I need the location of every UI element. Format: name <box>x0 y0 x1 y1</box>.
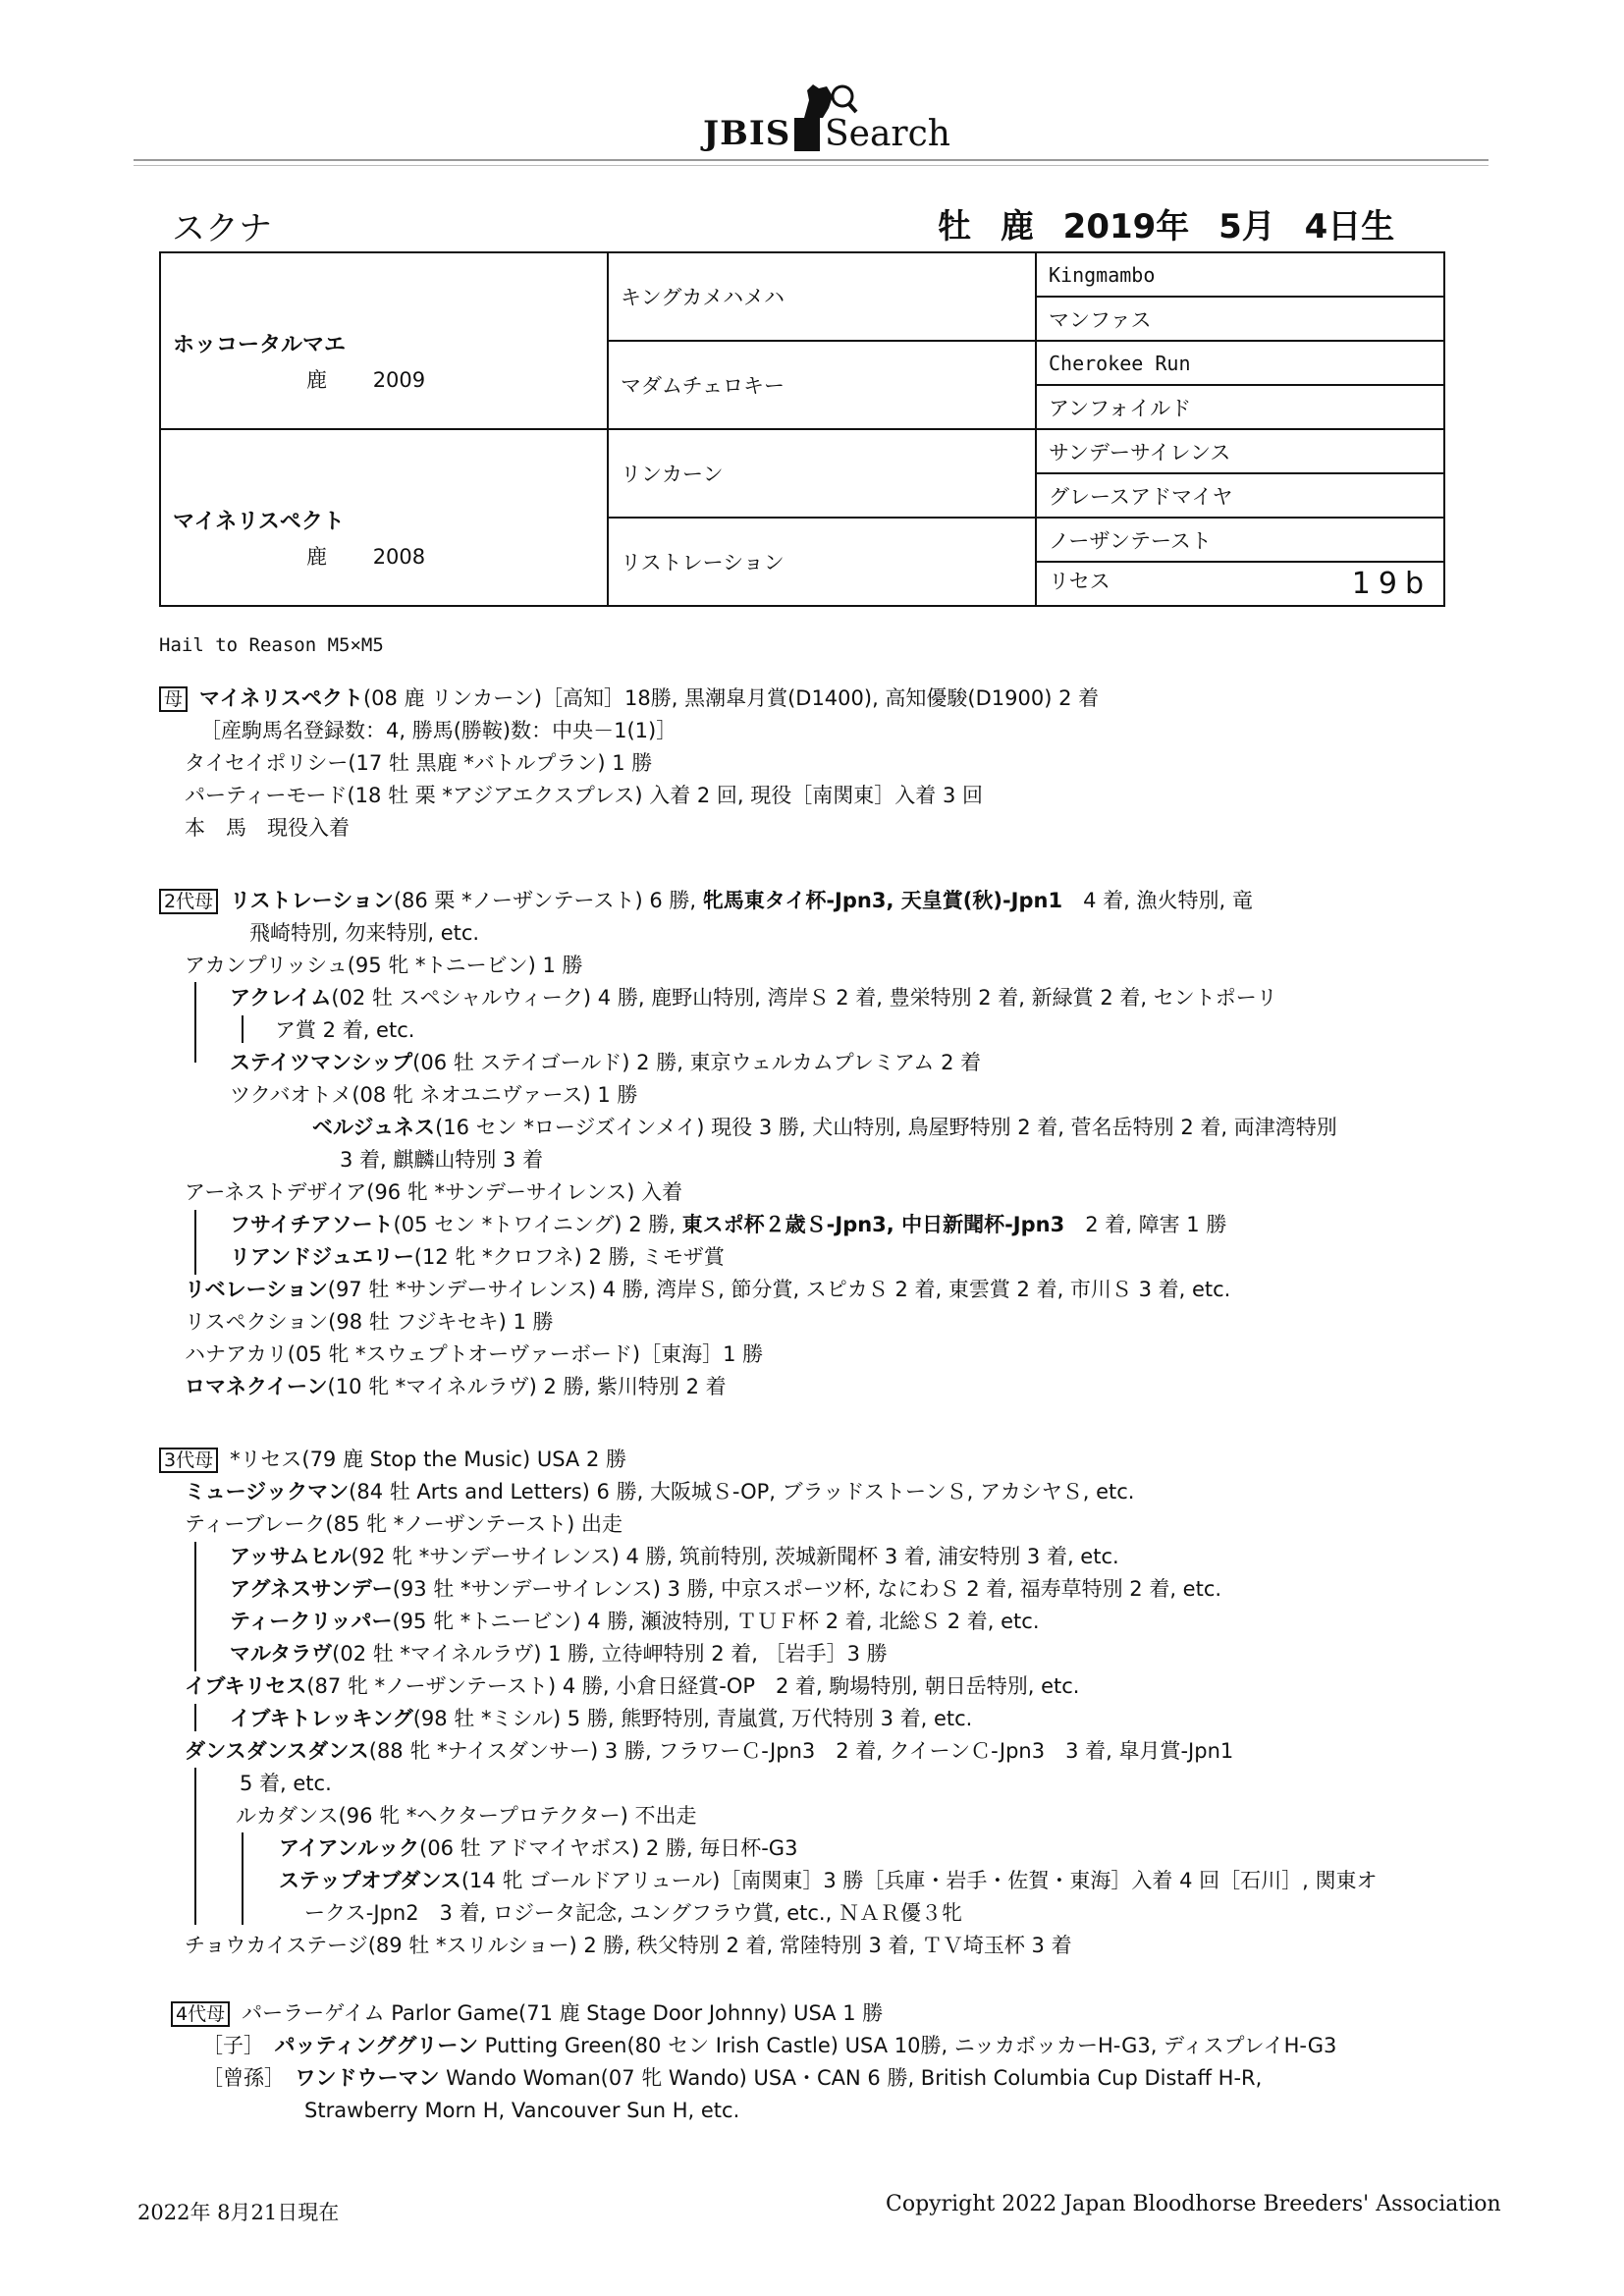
dam-summary <box>159 684 1099 712</box>
g4-summary <box>171 1999 883 2027</box>
sire-cell <box>160 252 608 429</box>
horse-name-bold: ベルジュネス <box>312 1116 436 1139</box>
horse-record: (16 セン *ロージズインメイ) 現役 3 勝, 犬山特別, 鳥屋野特別 2 着, 菅名岳特別 2 着, 両津湾特別 <box>435 1116 1337 1139</box>
horse-name-bold: リベレーション <box>185 1278 328 1301</box>
horse-sex-color-birthdate: 牡 鹿 2019年 5月 4日生 <box>938 207 1395 246</box>
horse-name-bold: ダンスダンスダンス <box>185 1739 369 1763</box>
g2-name-bold: リストレーション <box>230 889 394 912</box>
horse-name-bold: イブキリセス <box>185 1674 307 1698</box>
horse-record: (14 牝 ゴールドアリュール)［南関東］3 勝［兵庫・岩手・佐賀・東海］入着 4 回［石川］, 関東オ <box>460 1869 1378 1892</box>
horse-record: (10 牝 *マイネルラヴ) 2 勝, 紫川特別 2 着 <box>327 1375 727 1398</box>
section-tag-g3: 3代母 <box>159 1448 218 1473</box>
list-item <box>185 1478 1134 1505</box>
section-tag-g4: 4代母 <box>171 2001 230 2027</box>
copyright: Copyright 2022 Japan Bloodhorse Breeders' Association <box>886 2192 1501 2216</box>
horse-record: (06 牡 アドマイヤボス) 2 勝, 毎日杯-G3 <box>419 1836 798 1860</box>
horse-name-bold: アッサムヒル <box>230 1545 352 1568</box>
ss-dam: マンファス <box>1036 297 1444 341</box>
dam-cell <box>160 429 608 606</box>
horse-record: (84 牡 Arts and Letters) 6 勝, 大阪城Ｓ-OP, ブラッドストーンＳ, アカシヤＳ, etc. <box>349 1480 1135 1503</box>
list-item <box>230 1640 888 1667</box>
horse-name-bold: ステップオブダンス <box>279 1869 461 1892</box>
horse-name-bold: フサイチアソート <box>230 1213 394 1236</box>
list-item <box>230 984 1277 1011</box>
pedigree-table <box>159 251 1445 607</box>
sire-sire: キングカメハメハ <box>608 252 1036 341</box>
dd-dam: リセス <box>1049 569 1110 593</box>
dd-sire: ノーザンテースト <box>1036 518 1444 562</box>
section-tag-g2: 2代母 <box>159 889 218 914</box>
horse-name-bold: ロマネクイーン <box>185 1375 328 1398</box>
list-item: Strawberry Morn H, Vancouver Sun H, etc. <box>304 2099 740 2122</box>
section-tag-dam: 母 <box>159 686 188 712</box>
list-item <box>185 1672 1079 1700</box>
sd-sire: Cherokee Run <box>1036 341 1444 385</box>
family-bracket <box>242 1832 244 1925</box>
relation-label: ［曾孫］ <box>202 2066 275 2090</box>
g4-record: パーラーゲイム Parlor Game(71 鹿 Stage Door Johnny) USA 1 勝 <box>242 2001 884 2025</box>
ds-sire: サンデーサイレンス <box>1036 429 1444 473</box>
list-item <box>185 1373 727 1400</box>
list-item <box>312 1114 1337 1141</box>
list-item <box>230 1705 972 1732</box>
list-item: タイセイポリシー(17 牡 黒鹿 *バトルプラン) 1 勝 <box>185 751 653 775</box>
horse-record: (93 牡 *サンデーサイレンス) 3 勝, 中京スポーツ杯, なにわＳ 2 着, 福寿草特別 2 着, etc. <box>392 1577 1222 1601</box>
horse-name-bold: ミュージックマン <box>185 1480 350 1503</box>
horse-name-bold: アイアンルック <box>279 1836 420 1860</box>
horse-record: (88 牝 *ナイスダンサー) 3 勝, フラワーＣ-Jpn3 2 着, クイーンＣ-Jpn3 3 着, 皐月賞-Jpn1 <box>368 1739 1234 1763</box>
list-item <box>202 2064 1262 2092</box>
horse-record: Wando Woman(07 牝 Wando) USA・CAN 6 勝, British Columbia Cup Distaff H-R, <box>439 2066 1263 2090</box>
family-bracket <box>194 1542 196 1671</box>
list-item: ルカダンス(96 牝 *ヘクタープロテクター) 不出走 <box>236 1804 697 1828</box>
list-item: リスペクション(98 牡 フジキセキ) 1 勝 <box>185 1310 554 1334</box>
horse-record: (95 牝 *トニービン) 4 勝, 瀬波特別, ＴＵＦ杯 2 着, 北総Ｓ 2 着, etc. <box>392 1610 1040 1633</box>
dam-record: (08 鹿 リンカーン)［高知］18勝, 黒潮皐月賞(D1400), 高知優駿(D1900) 2 着 <box>362 686 1100 710</box>
sire-dam: マダムチェロキー <box>608 341 1036 429</box>
g2-graded: 牝馬東タイ杯-Jpn3, 天皇賞(秋)-Jpn1 <box>702 889 1063 912</box>
family-bracket <box>242 1015 244 1043</box>
dam-name-bold: マイネリスペクト <box>199 686 363 710</box>
family-code: 19b <box>1351 566 1432 601</box>
list-item: ークス-Jpn2 3 着, ロジータ記念, ユングフラウ賞, etc., ＮＡＲ優３牝 <box>304 1901 962 1925</box>
list-item: 3 着, 麒麟山特別 3 着 <box>340 1148 544 1172</box>
relation-label: ［子］ <box>202 2034 254 2057</box>
horse-record: (12 牝 *クロフネ) 2 勝, ミモザ賞 <box>413 1245 725 1269</box>
list-item <box>185 1276 1230 1303</box>
horse-record: (02 牡 *マイネルラヴ) 1 勝, 立待岬特別 2 着, ［岩手］3 勝 <box>332 1642 888 1666</box>
list-item <box>230 1243 725 1271</box>
list-item: アカンプリッシュ(95 牝 *トニービン) 1 勝 <box>185 954 583 977</box>
sire-color-year <box>173 364 595 394</box>
list-item: 5 着, etc. <box>240 1772 332 1795</box>
horse-record: (92 牝 *サンデーサイレンス) 4 勝, 筑前特別, 茨城新聞杯 3 着, 浦安特別 3 着, etc. <box>351 1545 1119 1568</box>
g2-record-more: 4 着, 漁火特別, 竜 <box>1062 889 1253 912</box>
header-divider-thin <box>134 165 1489 166</box>
list-item: パーティーモード(18 牡 栗 *アジアエクスプレス) 入着 2 回, 現役［南関東］入着 3 回 <box>185 784 983 807</box>
sire-color: 鹿 <box>306 367 327 392</box>
list-item: チョウカイステージ(89 牡 *スリルショー) 2 勝, 秩父特別 2 着, 常陸特別 3 着, ＴＶ埼玉杯 3 着 <box>185 1934 1072 1957</box>
dam-name: マイネリスペクト <box>173 509 345 534</box>
horse-name: スクナ <box>172 209 272 248</box>
logo-text-search: Search <box>825 114 950 154</box>
dam-sire: リンカーン <box>608 429 1036 518</box>
list-item: アーネストデザイア(96 牝 *サンデーサイレンス) 入着 <box>185 1180 683 1204</box>
dd-dam-cell <box>1036 562 1444 606</box>
list-item: ツクバオトメ(08 牝 ネオユニヴァース) 1 勝 <box>230 1083 638 1107</box>
list-item: ティーブレーク(85 牝 *ノーザンテースト) 出走 <box>185 1512 623 1536</box>
dam-year: 2008 <box>372 544 426 569</box>
list-item <box>279 1867 1377 1894</box>
list-item <box>230 1543 1119 1570</box>
dam-dam: リストレーション <box>608 518 1036 606</box>
list-item <box>230 1608 1040 1635</box>
horse-record: (87 牝 *ノーザンテースト) 4 勝, 小倉日経賞-OP 2 着, 駒場特別, 朝日岳特別, etc. <box>306 1674 1080 1698</box>
horse-record: (98 牡 *ミシル) 5 勝, 熊野特別, 青嵐賞, 万代特別 3 着, etc. <box>412 1707 973 1730</box>
horse-name-bold: アクレイム <box>230 986 332 1010</box>
list-item: 本 馬 現役入着 <box>185 816 350 840</box>
family-bracket <box>194 1210 196 1275</box>
list-item <box>279 1834 797 1862</box>
list-item <box>230 1049 981 1076</box>
horse-name-bold: イブキトレッキング <box>230 1707 413 1730</box>
list-item: ハナアカリ(05 牝 *スウェプトオーヴァーボード)［東海］1 勝 <box>185 1342 764 1366</box>
logo-text-jbis: JBIS <box>703 114 791 153</box>
family-bracket <box>194 1704 196 1731</box>
horse-record: (97 牡 *サンデーサイレンス) 4 勝, 湾岸Ｓ, 節分賞, スピカＳ 2 着, 東雲賞 2 着, 市川Ｓ 3 着, etc. <box>327 1278 1231 1301</box>
horse-record: Putting Green(80 セン Irish Castle) USA 10勝, ニッカボッカーH-G3, ディスプレイH-G3 <box>477 2034 1337 2057</box>
horse-name-bold: パッティンググリーン <box>274 2034 478 2057</box>
dam-color-year <box>173 541 595 571</box>
inbreeding-note: Hail to Reason M5×M5 <box>159 634 384 656</box>
list-item: ア賞 2 着, etc. <box>275 1018 415 1042</box>
horse-name-bold: ワンドウーマン <box>295 2066 440 2090</box>
g3-record: *リセス(79 鹿 Stop the Music) USA 2 勝 <box>230 1448 626 1471</box>
as-of-date: 2022年 8月21日現在 <box>137 2201 340 2224</box>
g3-summary <box>159 1446 626 1473</box>
sd-dam: アンフォイルド <box>1036 385 1444 429</box>
jbis-search-logo <box>703 108 950 157</box>
ds-dam: グレースアドマイヤ <box>1036 473 1444 518</box>
g2-summary <box>159 887 1253 914</box>
horse-record: (05 セン *トワイニング) 2 勝, <box>393 1213 682 1236</box>
list-item <box>185 1737 1233 1765</box>
horse-graded: 東スポ杯２歳Ｓ-Jpn3, 中日新聞杯-Jpn3 <box>681 1213 1065 1236</box>
family-bracket <box>194 982 196 1063</box>
dam-color: 鹿 <box>306 544 327 569</box>
horse-name-bold: リアンドジュエリー <box>230 1245 414 1269</box>
sire-name: ホッコータルマエ <box>173 332 347 357</box>
dam-offspring-stats: ［産駒馬名登録数：4, 勝馬(勝鞍)数：中央－1(1)］ <box>200 719 677 742</box>
horse-name-bold: アグネスサンデー <box>230 1577 393 1601</box>
list-item <box>230 1575 1221 1603</box>
ss-sire: Kingmambo <box>1036 252 1444 297</box>
horse-name-bold: ステイツマンシップ <box>230 1051 413 1074</box>
g2-record: (86 栗 *ノーザンテースト) 6 勝, <box>393 889 703 912</box>
family-bracket <box>194 1768 196 1925</box>
horse-record-more: 2 着, 障害 1 勝 <box>1064 1213 1227 1236</box>
horse-name-bold: マルタラヴ <box>230 1642 333 1666</box>
logo-block <box>794 118 820 151</box>
list-item <box>202 2032 1336 2059</box>
horse-record: (02 牡 スペシャルウィーク) 4 勝, 鹿野山特別, 湾岸Ｓ 2 着, 豊栄特別 2 着, 新緑賞 2 着, セントポーリ <box>331 986 1277 1010</box>
list-item: 飛崎特別, 勿来特別, etc. <box>249 921 480 945</box>
list-item <box>230 1211 1226 1238</box>
header-divider <box>134 159 1489 161</box>
horse-record: (06 牡 ステイゴールド) 2 勝, 東京ウェルカムプレミアム 2 着 <box>412 1051 982 1074</box>
horse-name-bold: ティークリッパー <box>230 1610 393 1633</box>
sire-year: 2009 <box>372 367 426 392</box>
